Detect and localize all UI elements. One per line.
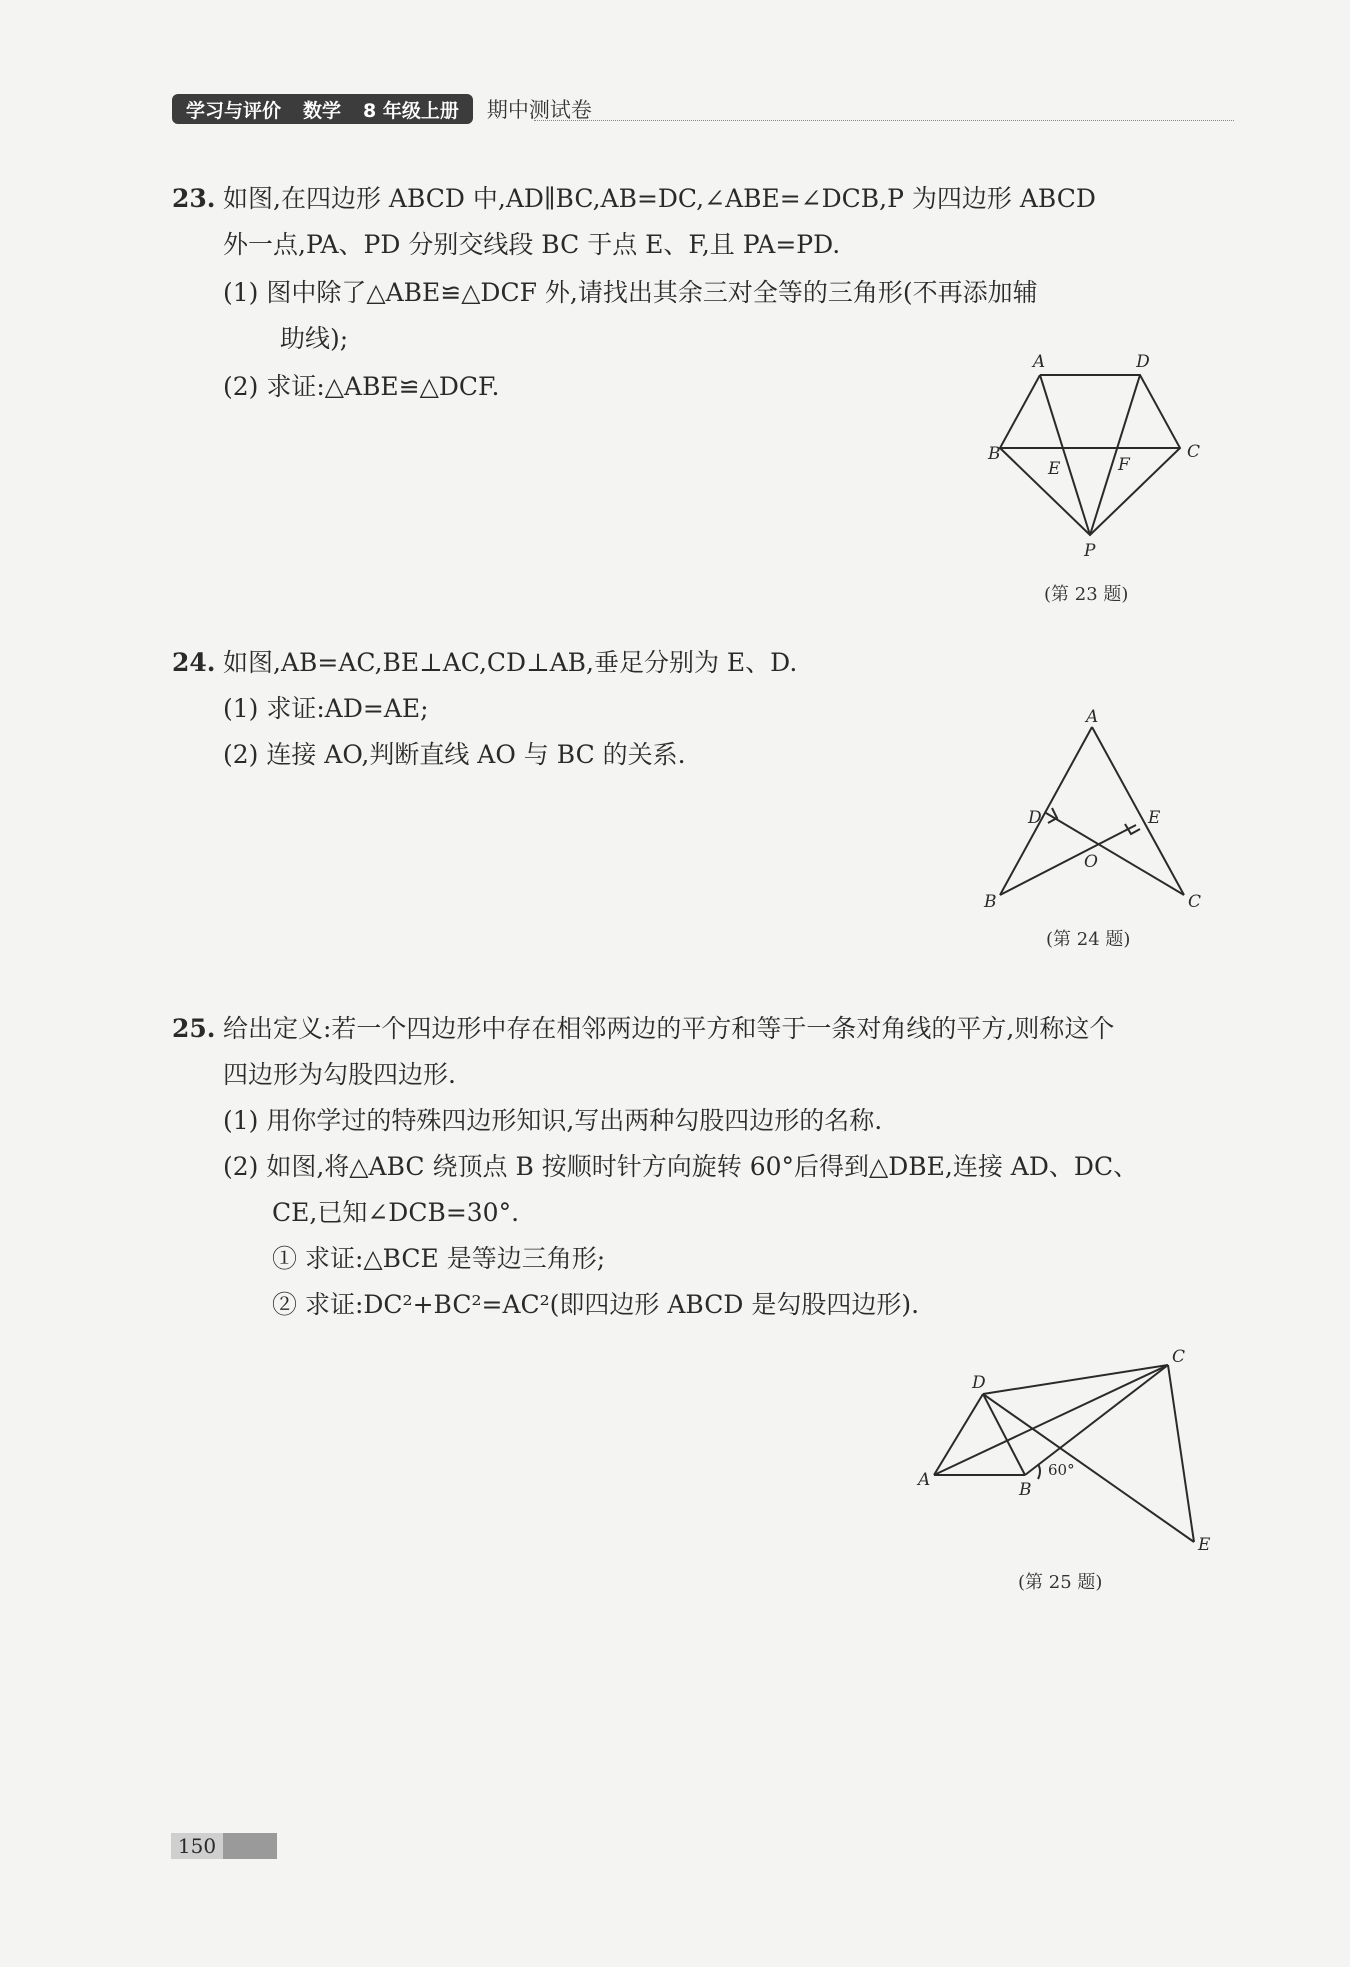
problem-part: CE,已知∠DCB=30°. — [272, 1198, 520, 1227]
problem-number: 23. — [172, 184, 216, 213]
problem-text: 四边形为勾股四边形. — [223, 1060, 456, 1089]
problem-number: 25. — [172, 1014, 216, 1043]
label-b: B — [1019, 1480, 1032, 1500]
page-footer — [171, 1833, 277, 1859]
book-title: 学习与评价 — [186, 99, 282, 122]
label-f: F — [1118, 455, 1130, 475]
label-c: C — [1187, 442, 1201, 462]
label-b: B — [988, 444, 1001, 464]
figure-24 — [980, 700, 1200, 910]
page-header — [172, 94, 592, 124]
section-title: 期中测试卷 — [486, 98, 592, 122]
label-a: A — [1086, 707, 1099, 727]
label-c: C — [1188, 892, 1202, 912]
problem-text: 外一点,PA、PD 分别交线段 BC 于点 E、F,且 PA=PD. — [223, 230, 841, 259]
label-a: A — [1032, 352, 1046, 372]
label-c: C — [1172, 1347, 1186, 1367]
figure-25 — [910, 1347, 1220, 1560]
problem-part: ① 求证:△BCE 是等边三角形; — [272, 1244, 606, 1273]
label-b: B — [984, 892, 997, 912]
problem-text: 给出定义:若一个四边形中存在相邻两边的平方和等于一条对角线的平方,则称这个 — [223, 1014, 1115, 1043]
label-d: D — [1136, 352, 1150, 372]
label-e: E — [1198, 1535, 1211, 1555]
problem-part: (2) 连接 AO,判断直线 AO 与 BC 的关系. — [223, 740, 686, 769]
label-e: E — [1148, 808, 1161, 828]
problem-text: 如图,AB=AC,BE⊥AC,CD⊥AB,垂足分别为 E、D. — [223, 648, 798, 677]
problem-number: 24. — [172, 648, 216, 677]
label-d: D — [972, 1373, 986, 1393]
problem-part: (1) 求证:AD=AE; — [223, 694, 429, 723]
page-number: 150 — [171, 1833, 223, 1859]
label-o: O — [1084, 852, 1098, 872]
figure-23 — [980, 352, 1201, 565]
problem-part: (2) 求证:△ABE≌△DCF. — [223, 372, 500, 401]
figure-caption: (第 25 题) — [1018, 1572, 1103, 1593]
figure-caption: (第 23 题) — [1044, 584, 1129, 605]
problem-part: 助线); — [280, 324, 349, 353]
problem-part: ② 求证:DC²+BC²=AC²(即四边形 ABCD 是勾股四边形). — [272, 1290, 920, 1319]
label-d: D — [1028, 808, 1042, 828]
header-divider — [534, 120, 1234, 121]
problem-text: 如图,在四边形 ABCD 中,AD∥BC,AB=DC,∠ABE=∠DCB,P 为四边形 ABCD — [223, 184, 1096, 213]
problem-part: (2) 如图,将△ABC 绕顶点 B 按顺时针方向旋转 60°后得到△DBE,连接 AD、DC、 — [223, 1152, 1139, 1181]
subject: 数学 — [303, 99, 342, 122]
figure-caption: (第 24 题) — [1046, 929, 1131, 950]
label-p: P — [1084, 541, 1096, 561]
problem-part: (1) 图中除了△ABE≌△DCF 外,请找出其余三对全等的三角形(不再添加辅 — [223, 278, 1038, 307]
label-e: E — [1048, 459, 1061, 479]
label-a: A — [918, 1470, 931, 1490]
figure-23-lines — [1000, 375, 1180, 535]
grade: 8 年级上册 — [363, 99, 459, 122]
problem-part: (1) 用你学过的特殊四边形知识,写出两种勾股四边形的名称. — [223, 1106, 883, 1135]
header-badge — [172, 94, 473, 124]
angle-label: 60° — [1048, 1461, 1075, 1479]
